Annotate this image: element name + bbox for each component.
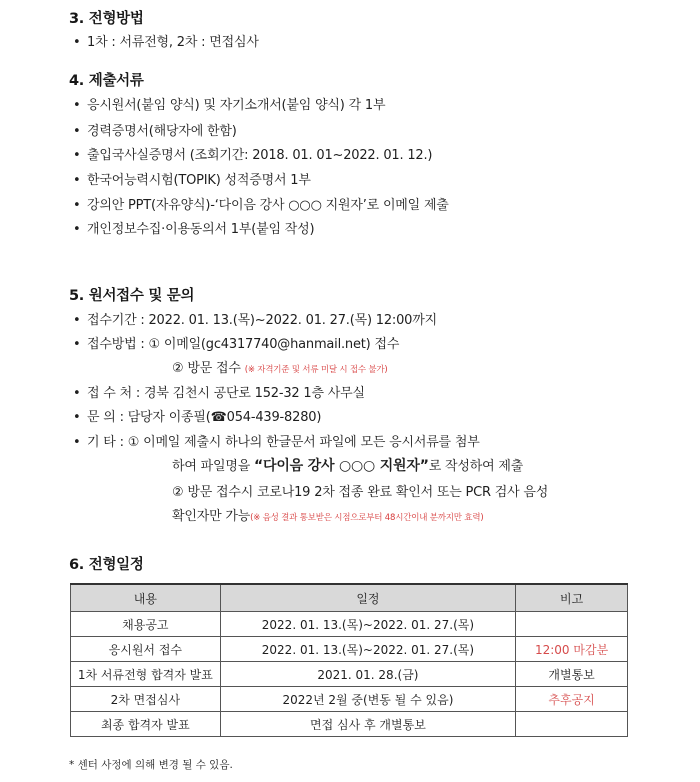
table-header-row — [71, 584, 628, 612]
bullet-icon: • — [73, 198, 81, 213]
list-item-text: 경력증명서(해당자에 한함) — [87, 124, 237, 139]
cell-date: 면접 심사 후 개별통보 — [220, 712, 515, 737]
cell-date: 2021. 01. 28.(금) — [220, 662, 515, 687]
cell-item: 2차 면접심사 — [71, 687, 221, 712]
cell-note — [516, 712, 628, 737]
bullet-icon: • — [73, 173, 81, 188]
etc-text: 기 타 : ① 이메일 제출시 하나의 한글문서 파일에 모든 응시서류를 첨부 — [87, 435, 480, 450]
cell-note: 추후공지 — [516, 687, 628, 712]
table-row — [71, 637, 628, 662]
bullet-icon: • — [73, 337, 81, 352]
section-6-title: 6. 전형일정 — [69, 557, 144, 573]
method-visit-note: (※ 자격기준 및 서류 미달 시 접수 불가) — [244, 365, 388, 375]
etc-line-2-pre: 하여 파일명을 — [172, 459, 251, 474]
header-item: 내용 — [71, 584, 221, 612]
list-item-text: 강의안 PPT(자유양식)-‘다이음 강사 ○○○ 지원자’로 이메일 제출 — [87, 198, 449, 213]
list-item — [73, 382, 365, 401]
list-item — [73, 333, 399, 352]
bullet-icon: • — [73, 386, 81, 401]
table-row — [71, 612, 628, 637]
bullet-icon: • — [73, 222, 81, 237]
bullet-icon: • — [73, 148, 81, 163]
list-item — [73, 218, 314, 237]
list-item — [73, 144, 432, 163]
schedule-table — [70, 583, 628, 737]
list-item-text: 출입국사실증명서 (조회기간: 2018. 01. 01~2022. 01. 12.) — [87, 148, 433, 163]
table-row — [71, 687, 628, 712]
filename-example: “다이음 강사 ○○○ 지원자” — [254, 458, 429, 474]
cell-date: 2022. 01. 13.(목)~2022. 01. 27.(목) — [220, 637, 515, 662]
table-row — [71, 712, 628, 737]
cell-note — [516, 612, 628, 637]
bullet-icon: • — [73, 313, 81, 328]
etc-line-4-note: (※ 음성 결과 통보받은 시점으로부터 48시간이내 분까지만 효력) — [250, 513, 484, 523]
list-item — [73, 94, 385, 113]
list-item-text: 1차 : 서류전형, 2차 : 면접심사 — [87, 35, 259, 50]
bullet-icon: • — [73, 35, 81, 50]
cell-item: 최종 합격자 발표 — [71, 712, 221, 737]
cell-date: 2022. 01. 13.(목)~2022. 01. 27.(목) — [220, 612, 515, 637]
section-4-title: 4. 제출서류 — [69, 73, 144, 89]
list-item-text: 개인정보수집·이용동의서 1부(붙임 작성) — [87, 222, 315, 237]
cell-item: 응시원서 접수 — [71, 637, 221, 662]
list-item — [73, 120, 237, 139]
etc-line-4 — [172, 505, 483, 524]
etc-line-4-text: 확인자만 가능 — [172, 509, 251, 524]
cell-item: 채용공고 — [71, 612, 221, 637]
list-item — [73, 169, 311, 188]
bullet-icon: • — [73, 124, 81, 139]
method-visit-text: ② 방문 접수 — [172, 361, 241, 376]
list-item-text: 응시원서(붙임 양식) 및 자기소개서(붙임 양식) 각 1부 — [87, 98, 386, 113]
section-3-title: 3. 전형방법 — [69, 11, 144, 27]
period-text: 접수기간 : 2022. 01. 13.(목)~2022. 01. 27.(목) 12:00까지 — [87, 313, 437, 328]
list-item — [73, 31, 259, 50]
etc-line-3: ② 방문 접수시 코로나19 2차 접종 완료 확인서 또는 PCR 검사 음성 — [172, 485, 549, 500]
list-item — [73, 406, 321, 425]
contact-text: 문 의 : 담당자 이종필(☎054-439-8280) — [87, 410, 322, 425]
bullet-icon: • — [73, 98, 81, 113]
place-text: 접 수 처 : 경북 김천시 공단로 152-32 1층 사무실 — [87, 386, 365, 401]
table-row — [71, 662, 628, 687]
cell-note: 개별통보 — [516, 662, 628, 687]
etc-line-2-post: 로 작성하여 제출 — [428, 459, 524, 474]
cell-item: 1차 서류전형 합격자 발표 — [71, 662, 221, 687]
cell-note: 12:00 마감분 — [516, 637, 628, 662]
method-email-text: 접수방법 : ① 이메일(gc4317740@hanmail.net) 접수 — [87, 337, 400, 352]
bullet-icon: • — [73, 435, 81, 450]
list-item — [73, 431, 480, 450]
footnote: * 센터 사정에 의해 변경 될 수 있음. — [69, 759, 233, 771]
list-item — [73, 309, 437, 328]
header-note: 비고 — [516, 584, 628, 612]
list-item-text: 한국어능력시험(TOPIK) 성적증명서 1부 — [87, 173, 311, 188]
list-item — [73, 194, 449, 213]
section-5-title: 5. 원서접수 및 문의 — [69, 288, 195, 304]
method-visit — [172, 357, 388, 376]
etc-line-2 — [172, 455, 523, 475]
header-date: 일정 — [220, 584, 515, 612]
cell-date: 2022년 2월 중(변동 될 수 있음) — [220, 687, 515, 712]
bullet-icon: • — [73, 410, 81, 425]
